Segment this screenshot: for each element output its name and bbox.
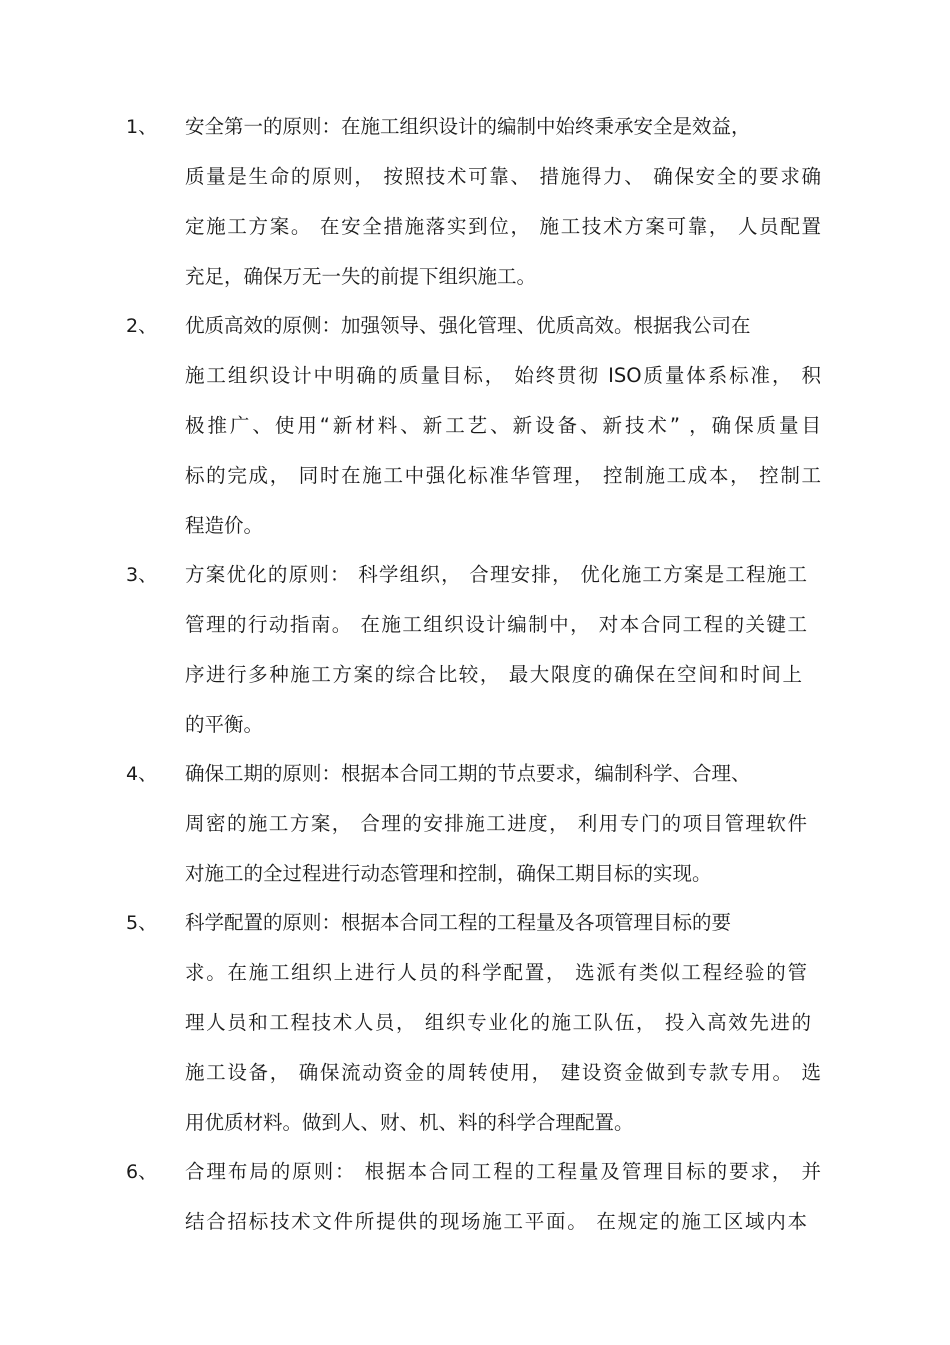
text-line: 定施工方案。 在安全措施落实到位， 施工技术方案可靠， 人员配置 [185, 215, 821, 238]
text-line: 周密的施工方案， 合理的安排施工进度， 利用专门的项目管理软件 [185, 812, 807, 835]
item-number: 1、 [126, 116, 158, 138]
text-line: 方案优化的原则： 科学组织， 合理安排， 优化施工方案是工程施工 [185, 563, 807, 586]
text-line: 质量是生命的原则， 按照技术可靠、 措施得力、 确保安全的要求确 [185, 165, 821, 188]
text-line: 用优质材料。做到人、财、机、料的科学合理配置。 [185, 1111, 634, 1134]
text-line: 理人员和工程技术人员， 组织专业化的施工队伍， 投入高效先进的 [185, 1011, 811, 1034]
item-number: 5、 [126, 912, 158, 934]
text-line: 安全第一的原则：在施工组织设计的编制中始终秉承安全是效益， [185, 115, 751, 138]
text-line: 标的完成， 同时在施工中强化标准华管理， 控制施工成本， 控制工 [185, 464, 821, 487]
text-line: 施工组织设计中明确的质量目标， 始终贯彻 ISO质量体系标准， 积 [185, 364, 821, 387]
text-line: 的平衡。 [185, 713, 264, 736]
text-line: 优质高效的原侧：加强领导、强化管理、优质高效。根据我公司在 [185, 314, 751, 337]
item-number: 6、 [126, 1161, 158, 1183]
item-number: 4、 [126, 763, 158, 785]
text-line: 合理布局的原则： 根据本合同工程的工程量及管理目标的要求， 并 [185, 1160, 821, 1183]
text-line: 对施工的全过程进行动态管理和控制，确保工期目标的实现。 [185, 862, 712, 885]
item-number: 3、 [126, 564, 158, 586]
text-line: 结合招标技术文件所提供的现场施工平面。 在规定的施工区域内本 [185, 1210, 807, 1233]
text-line: 充足，确保万无一失的前提下组织施工。 [185, 265, 537, 288]
item-number: 2、 [126, 315, 158, 337]
text-line: 管理的行动指南。 在施工组织设计编制中， 对本合同工程的关键工 [185, 613, 807, 636]
text-line: 程造价。 [185, 514, 264, 537]
text-line: 科学配置的原则：根据本合同工程的工程量及各项管理目标的要 [185, 911, 732, 934]
text-line: 确保工期的原则：根据本合同工期的节点要求，编制科学、合理、 [185, 762, 751, 785]
text-line: 序进行多种施工方案的综合比较， 最大限度的确保在空间和时间上 [185, 663, 802, 686]
text-line: 求。在施工组织上进行人员的科学配置， 选派有类似工程经验的管 [185, 961, 807, 984]
text-line: 施工设备， 确保流动资金的周转使用， 建设资金做到专款专用。 选 [185, 1061, 821, 1084]
text-line: 极推广、使用“新材料、新工艺、新设备、新技术” ，确保质量目 [185, 414, 821, 437]
